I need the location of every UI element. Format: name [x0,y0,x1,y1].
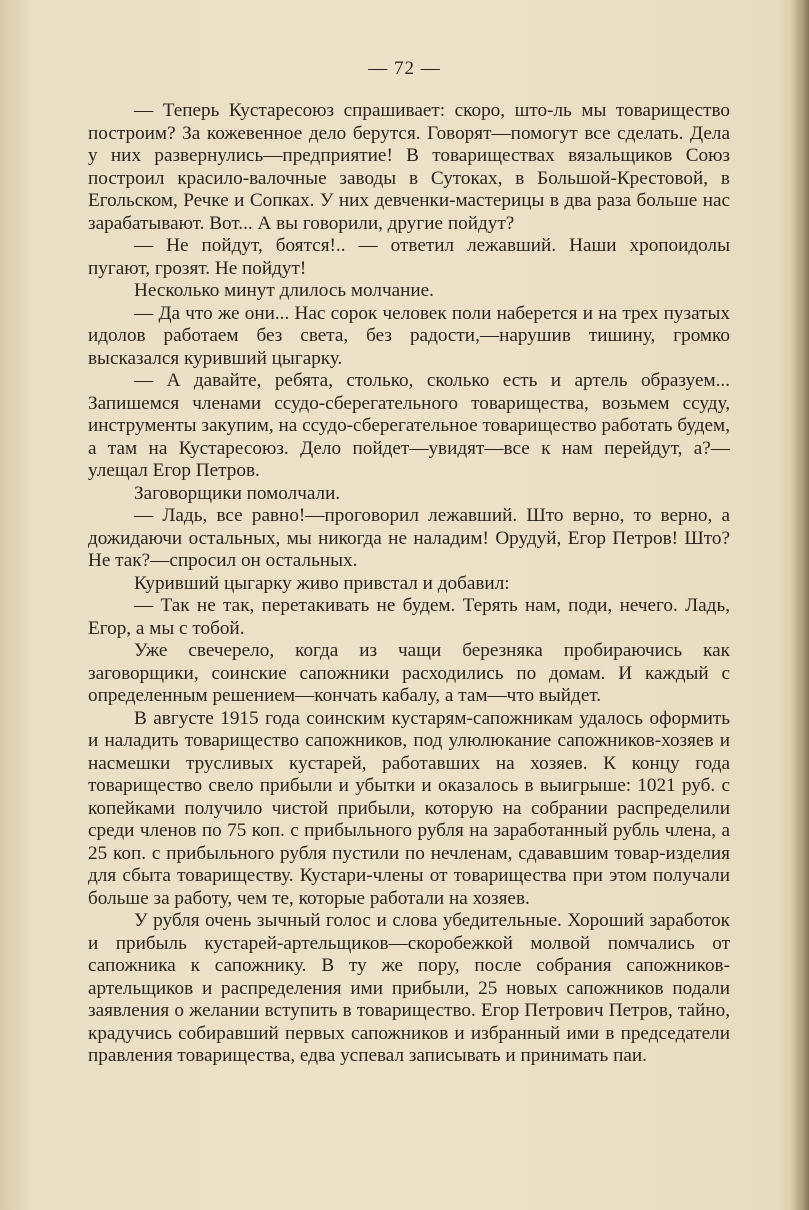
paragraph: — Теперь Кустаресоюз спрашивает: скоро, што-ль мы товарищество построим? За кожевенное дело берутся. Говорят—помогут все сделать. Дела у них развернулись—предприятие! В товариществах вязальщиков Союз построил красило-валочные заводы в Сутоках, в Большой-Крестовой, в Егольском, Речке и Сопках. У них девченки-мастерицы в два раза больше нас зарабатывают. Вот... А вы говорили, другие пойдут? [88,100,730,234]
paragraph: Несколько минут длилось молчание. [134,280,434,301]
binding-edge-shadow [791,0,809,1210]
paragraph: — Не пойдут, боятся!.. — ответил лежавший. Наши хропоидолы пугают, грозят. Не пойдут! [88,235,730,279]
paragraph: Уже свечерело, когда из чащи березняка пробираючись как заговорщики, соинские сапожники расходились по домам. И каждый с определенным решением—кончать кабалу, а там—что выйдет. [88,640,730,706]
body-text [88,100,730,1068]
paragraph: Куривший цыгарку живо привстал и добавил: [134,572,510,594]
paragraph: — Ладь, все равно!—проговорил лежавший. Што верно, то верно, а дожидаючи остальных, мы никогда не наладим! Орудуй, Егор Петров! Што? Не так?—спросил он остальных. [88,505,730,571]
paragraph: — А давайте, ребята, столько, сколько есть и артель образуем... Запишемся членами ссудо-сберегательного товарищества, возьмем ссуду, инструменты закупим, на ссудо-сберегательное товарищество работать будем, а там на Кустаресоюз. Дело пойдет—увидят—все к нам перейдут, а?—улещал Егор Петров. [88,370,730,481]
paragraph: В августе 1915 года соинским кустарям-сапожникам удалось оформить и наладить товарищество сапожников, под улюлюкание сапожников-хозяев и насмешки трусливых кустарей, работавших на хозяев. К концу года товарищество свело прибыли и убытки и оказалось в выигрыше: 1021 руб. с копейками получило чистой прибыли, которую на собрании распределили среди членов по 75 коп. с прибыльного рубля на заработанный рубль члена, а 25 коп. с прибыльного рубля пустили по нечленам, сдававшим товар-изделия для сбыта товариществу. Кустари-члены от товарищества при этом получали больше за работу, чем те, которые работали на хозяев. [88,707,730,909]
paragraph: — Так не так, перетакивать не будем. Терять нам, поди, нечего. Ладь, Егор, а мы с тобой. [88,595,730,639]
paragraph: — Да что же они... Нас сорок человек поли наберется и на трех пузатых идолов работаем без света, без радости,—нарушив тишину, громко высказался куривший цыгарку. [88,302,730,369]
page-number: — 72 — [368,58,441,79]
paragraph: Заговорщики помолчали. [134,482,341,504]
paragraph: У рубля очень зычный голос и слова убедительные. Хороший заработок и прибыль кустарей-артельщиков—скоробежкой молвой помчались от сапожника к сапожнику. В ту же пору, после собрания сапожников-артельщиков и распределения ими прибыли, 25 новых сапожников подали заявления о желании вступить в товарищество. Егор Петрович Петров, тайно, крадучись собиравший первых сапожников и избранный ими в председатели правления товарищества, едва успевал записывать и принимать паи. [88,910,730,1066]
